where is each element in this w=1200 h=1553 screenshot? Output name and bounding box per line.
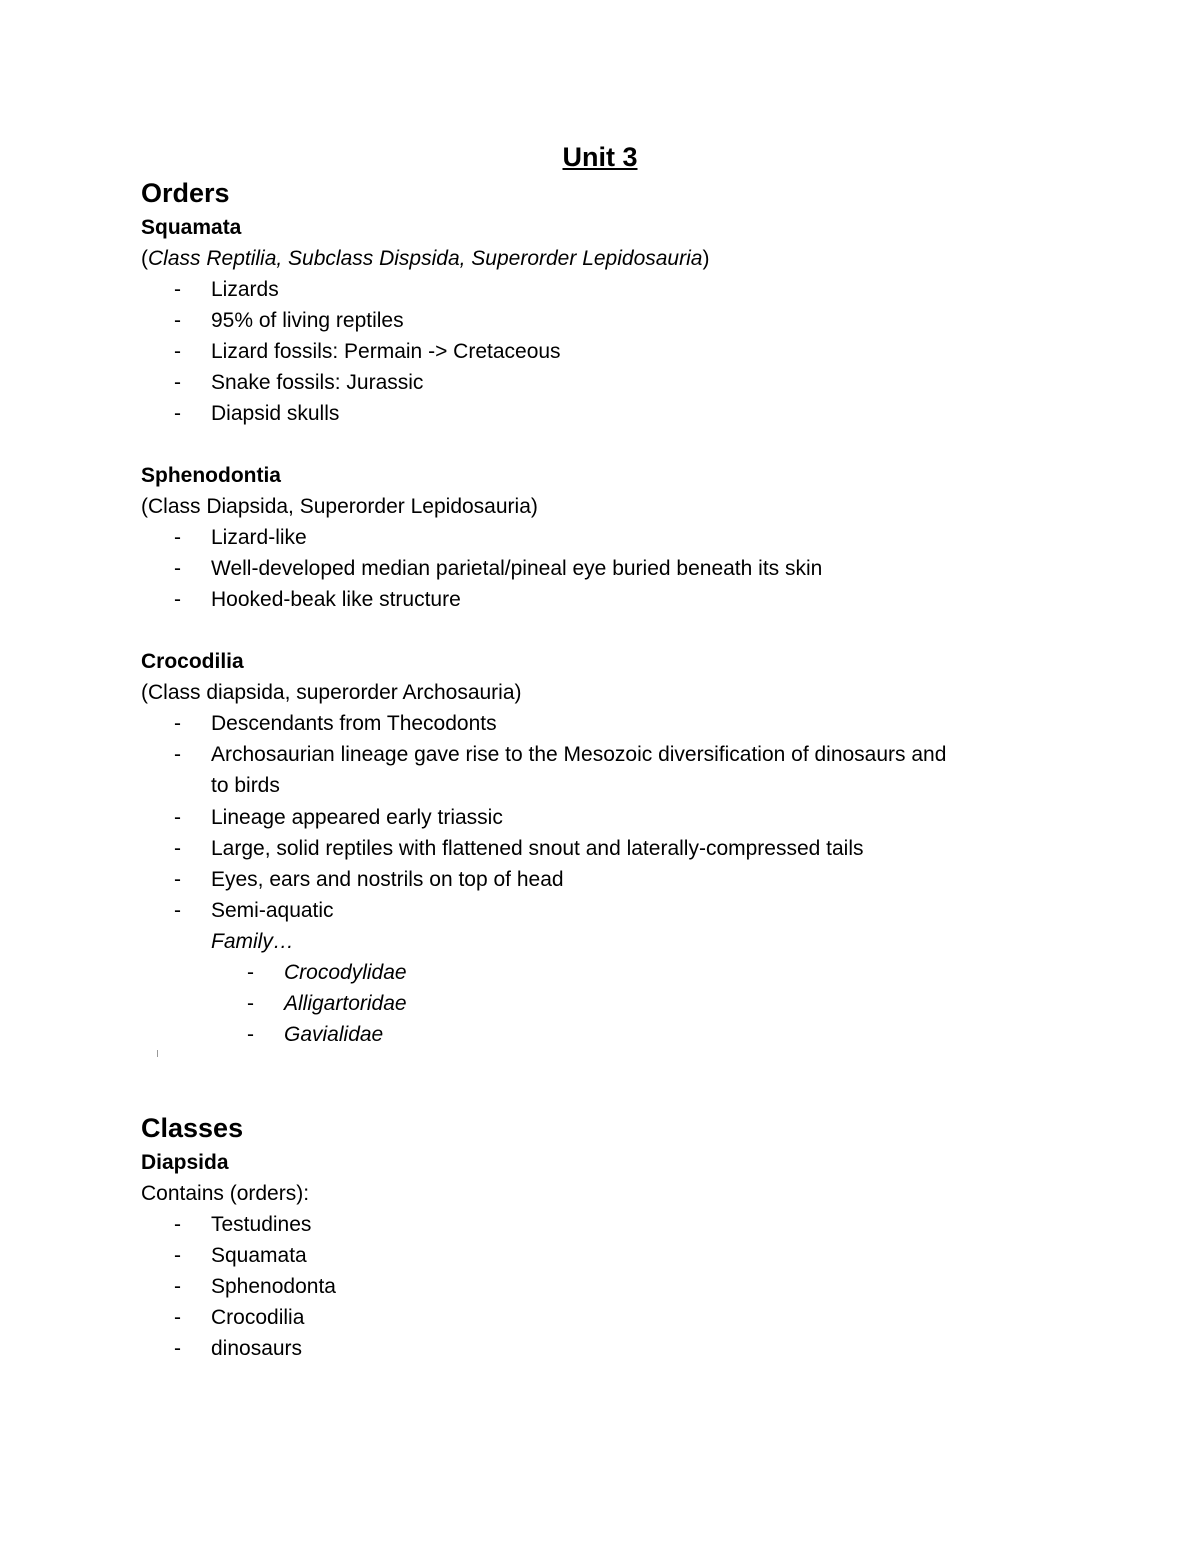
family-item-text: Crocodylidae xyxy=(284,961,407,984)
list-item-continuation: to birds xyxy=(211,774,280,797)
page-title: Unit 3 xyxy=(562,142,638,172)
bullet-dash: - xyxy=(174,837,181,860)
list-item-text: 95% of living reptiles xyxy=(211,309,404,332)
list-item-text: Lineage appeared early triassic xyxy=(211,806,503,829)
crocodilia-heading: Crocodilia xyxy=(141,650,244,673)
stray-mark xyxy=(157,1050,158,1057)
list-item-text: Lizard fossils: Permain -> Cretaceous xyxy=(211,340,561,363)
list-item-text: Semi-aquatic xyxy=(211,899,334,922)
bullet-dash: - xyxy=(174,588,181,611)
sphenodontia-classification: (Class Diapsida, Superorder Lepidosauria) xyxy=(141,495,538,518)
list-item-text: Archosaurian lineage gave rise to the Mesozoic diversification of dinosaurs and xyxy=(211,743,947,766)
bullet-dash: - xyxy=(174,1213,181,1236)
bullet-dash: - xyxy=(174,1337,181,1360)
list-item-text: Testudines xyxy=(211,1213,312,1236)
bullet-dash: - xyxy=(174,278,181,301)
list-item-text: Crocodilia xyxy=(211,1306,305,1329)
bullet-dash: - xyxy=(174,1275,181,1298)
list-item-text: Eyes, ears and nostrils on top of head xyxy=(211,868,564,891)
diapsida-contains: Contains (orders): xyxy=(141,1182,310,1205)
list-item-text: Diapsid skulls xyxy=(211,402,340,425)
bullet-dash: - xyxy=(174,371,181,394)
sphenodontia-heading: Sphenodontia xyxy=(141,464,281,487)
squamata-classification: (Class Reptilia, Subclass Dispsida, Superorder Lepidosauria) xyxy=(141,247,710,270)
crocodilia-classification: (Class diapsida, superorder Archosauria) xyxy=(141,681,522,704)
bullet-dash: - xyxy=(174,1306,181,1329)
list-item-text: Lizard-like xyxy=(211,526,307,549)
family-label: Family… xyxy=(211,930,294,953)
diapsida-heading: Diapsida xyxy=(141,1151,229,1174)
bullet-dash: - xyxy=(174,712,181,735)
list-item-text: Large, solid reptiles with flattened snout and laterally-compressed tails xyxy=(211,837,864,860)
list-item-text: Snake fossils: Jurassic xyxy=(211,371,424,394)
list-item-text: Descendants from Thecodonts xyxy=(211,712,497,735)
list-item-text: Hooked-beak like structure xyxy=(211,588,461,611)
bullet-dash: - xyxy=(174,526,181,549)
bullet-dash: - xyxy=(174,1244,181,1267)
list-item-text: dinosaurs xyxy=(211,1337,303,1360)
list-item-text: Lizards xyxy=(211,278,279,301)
bullet-dash: - xyxy=(247,992,254,1015)
bullet-dash: - xyxy=(174,309,181,332)
bullet-dash: - xyxy=(174,899,181,922)
list-item-text: Squamata xyxy=(211,1244,307,1267)
bullet-dash: - xyxy=(174,868,181,891)
bullet-dash: - xyxy=(247,961,254,984)
bullet-dash: - xyxy=(174,557,181,580)
bullet-dash: - xyxy=(174,340,181,363)
list-item-text: Sphenodonta xyxy=(211,1275,336,1298)
family-item-text: Alligartoridae xyxy=(284,992,407,1015)
family-item-text: Gavialidae xyxy=(284,1023,384,1046)
squamata-classification-text: Class Reptilia, Subclass Dispsida, Superorder Lepidosauria xyxy=(148,247,703,270)
bullet-dash: - xyxy=(174,806,181,829)
list-item-text: Well-developed median parietal/pineal eye buried beneath its skin xyxy=(211,557,823,580)
orders-heading: Orders xyxy=(141,178,230,208)
bullet-dash: - xyxy=(174,402,181,425)
classes-heading: Classes xyxy=(141,1113,244,1143)
bullet-dash: - xyxy=(247,1023,254,1046)
bullet-dash: - xyxy=(174,743,181,766)
squamata-heading: Squamata xyxy=(141,216,242,239)
